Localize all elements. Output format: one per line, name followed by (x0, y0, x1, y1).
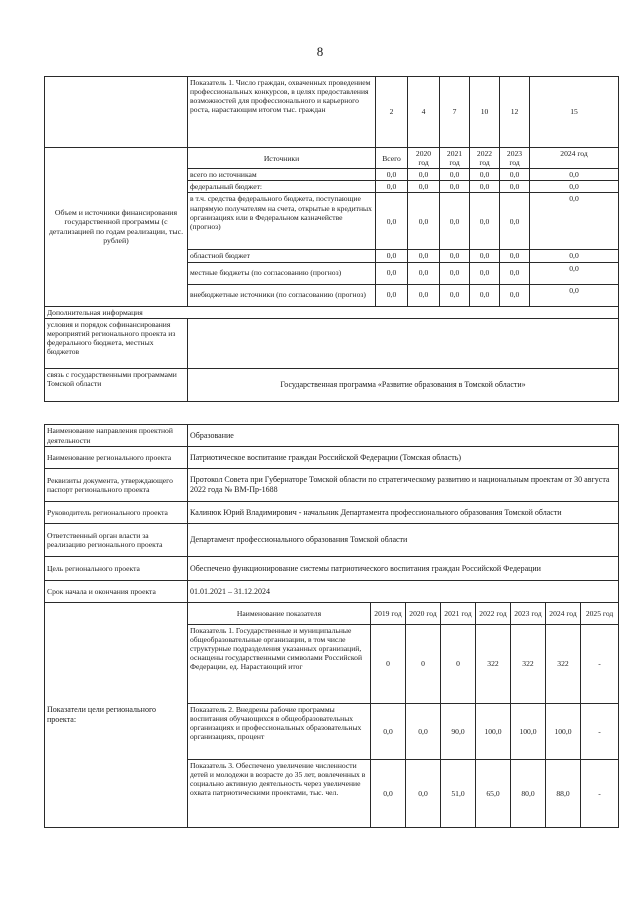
row-label: Руководитель регионального проекта (45, 502, 188, 524)
source-value: 0,0 (500, 262, 530, 284)
indicator-value: 0 (441, 625, 476, 704)
source-value: 0,0 (408, 169, 440, 181)
source-value: 0,0 (470, 250, 500, 262)
source-value: 0,0 (376, 262, 408, 284)
indicator-value: 100,0 (511, 704, 546, 760)
indicator-value: 7 (440, 77, 470, 148)
source-value: 0,0 (408, 250, 440, 262)
indicator-value: 80,0 (511, 760, 546, 828)
indicator-value: 51,0 (441, 760, 476, 828)
indicator-value: 10 (470, 77, 500, 148)
indicators-label: Показатели цели регионального проекта: (45, 603, 188, 828)
source-value: 0,0 (408, 181, 440, 193)
row-value: Калинюк Юрий Владимирович - начальник Департамента профессионального образования Томской области (188, 502, 619, 524)
source-value: 0,0 (530, 181, 619, 193)
source-value: 0,0 (470, 284, 500, 306)
indicator-value: - (581, 704, 619, 760)
source-value: 0,0 (470, 193, 500, 250)
indicator-value: 90,0 (441, 704, 476, 760)
source-value: 0,0 (500, 250, 530, 262)
indicator-value: 0,0 (371, 760, 406, 828)
indicator-value: - (581, 625, 619, 704)
row-value: Обеспечено функционирование системы патриотического воспитания граждан Российской Федерации (188, 557, 619, 581)
row-value: Патриотическое воспитание граждан Российской Федерации (Томская область) (188, 447, 619, 469)
source-value: 0,0 (500, 284, 530, 306)
source-name: всего по источникам (188, 169, 376, 181)
row-label: Ответственный орган власти за реализацию регионального проекта (45, 524, 188, 557)
source-value: 0,0 (530, 284, 619, 306)
programs-link-label: связь с государственными программами Томской области (45, 368, 188, 401)
row-value: Департамент профессионального образования Томской области (188, 524, 619, 557)
indicator-value: 4 (408, 77, 440, 148)
row-label: Срок начала и окончания проекта (45, 581, 188, 603)
indicator-value: 322 (546, 625, 581, 704)
row-label: Цель регионального проекта (45, 557, 188, 581)
indicator-value: 100,0 (476, 704, 511, 760)
header-year: 2023 год (500, 148, 530, 169)
source-name: областной бюджет (188, 250, 376, 262)
indicator-value: 65,0 (476, 760, 511, 828)
header-total: Всего (376, 148, 408, 169)
source-value: 0,0 (440, 181, 470, 193)
header-year: 2022 год (476, 603, 511, 625)
indicator-value: 322 (511, 625, 546, 704)
header-year: 2024 год (546, 603, 581, 625)
source-value: 0,0 (470, 262, 500, 284)
indicator-value: 15 (530, 77, 619, 148)
source-value: 0,0 (376, 169, 408, 181)
indicator-text: Показатель 1. Число граждан, охваченных проведением профессиональных конкурсов, в целях предоставления возможностей для профессионального и карьерного роста, нарастающим итогом тыс. граждан (188, 77, 376, 148)
source-value: 0,0 (408, 262, 440, 284)
source-value: 0,0 (500, 193, 530, 250)
additional-info-heading: Дополнительная информация (45, 306, 619, 318)
source-value: 0,0 (376, 181, 408, 193)
source-value: 0,0 (530, 169, 619, 181)
source-value: 0,0 (440, 262, 470, 284)
indicator-value: 88,0 (546, 760, 581, 828)
source-value: 0,0 (470, 181, 500, 193)
conditions-label: условия и порядок софинансирования мероприятий регионального проекта из федерального бюджета, местных бюджетов (45, 318, 188, 368)
blank-cell (45, 77, 188, 148)
indicator-value: 12 (500, 77, 530, 148)
conditions-value (188, 318, 619, 368)
source-value: 0,0 (408, 284, 440, 306)
source-name: федеральный бюджет: (188, 181, 376, 193)
indicator-value: - (581, 760, 619, 828)
indicator-text: Показатель 1. Государственные и муниципальные общеобразовательные организации, в том числе структурные подразделения указанных организаций, оснащены государственными символами Российской Федерации, ед. Нарастающий итог (188, 625, 371, 704)
source-value: 0,0 (376, 284, 408, 306)
row-label: Наименование регионального проекта (45, 447, 188, 469)
source-value: 0,0 (530, 250, 619, 262)
indicator-value: 0 (371, 625, 406, 704)
indicator-value: 0 (406, 625, 441, 704)
header-year: 2022 год (470, 148, 500, 169)
source-name: местные бюджеты (по согласованию (прогноз) (188, 262, 376, 284)
source-name: внебюджетные источники (по согласованию (прогноз) (188, 284, 376, 306)
indicator-text: Показатель 3. Обеспечено увеличение численности детей и молодежи в возрасте до 35 лет, вовлеченных в социально активную деятельность через увеличение охвата патриотическими проектами, тыс. чел. (188, 760, 371, 828)
source-value: 0,0 (500, 181, 530, 193)
source-value: 0,0 (376, 250, 408, 262)
row-label: Реквизиты документа, утверждающего паспорт регионального проекта (45, 469, 188, 502)
source-value: 0,0 (376, 193, 408, 250)
header-sources: Источники (188, 148, 376, 169)
funding-label: Объем и источники финансирования государственной программы (с детализацией по годам реализации, тыс. рублей) (45, 148, 188, 307)
source-value: 0,0 (440, 284, 470, 306)
header-year: 2025 год (581, 603, 619, 625)
header-year: 2023 год (511, 603, 546, 625)
source-name: в т.ч. средства федерального бюджета, поступающие напрямую получателям на счета, открытые в кредитных организациях или в Федеральном казначействе (прогноз) (188, 193, 376, 250)
row-value: Протокол Совета при Губернаторе Томской области по стратегическому развитию и национальным проектам от 30 августа 2022 года № ВМ-Пр-1688 (188, 469, 619, 502)
indicator-value: 0,0 (406, 760, 441, 828)
source-value: 0,0 (408, 193, 440, 250)
project-passport-table (44, 424, 619, 828)
indicator-value: 100,0 (546, 704, 581, 760)
header-year: 2024 год (530, 148, 619, 169)
source-value: 0,0 (530, 262, 619, 284)
funding-table (44, 76, 619, 402)
row-value: 01.01.2021 – 31.12.2024 (188, 581, 619, 603)
header-year: 2020 год (406, 603, 441, 625)
programs-link-value: Государственная программа «Развитие образования в Томской области» (188, 368, 619, 401)
source-value: 0,0 (530, 193, 619, 250)
indicator-value: 0,0 (406, 704, 441, 760)
indicator-text: Показатель 2. Внедрены рабочие программы воспитания обучающихся в общеобразовательных организациях и профессиональных образовательных организациях, процент (188, 704, 371, 760)
source-value: 0,0 (440, 169, 470, 181)
indicator-value: 322 (476, 625, 511, 704)
row-label: Наименование направления проектной деятельности (45, 425, 188, 447)
source-value: 0,0 (440, 193, 470, 250)
row-value: Образование (188, 425, 619, 447)
source-value: 0,0 (440, 250, 470, 262)
header-year: 2019 год (371, 603, 406, 625)
indicator-value: 2 (376, 77, 408, 148)
header-year: 2021 год (440, 148, 470, 169)
source-value: 0,0 (470, 169, 500, 181)
header-year: 2021 год (441, 603, 476, 625)
header-indicator-name: Наименование показателя (188, 603, 371, 625)
indicator-value: 0,0 (371, 704, 406, 760)
page-number: 8 (316, 44, 324, 59)
source-value: 0,0 (500, 169, 530, 181)
header-year: 2020 год (408, 148, 440, 169)
